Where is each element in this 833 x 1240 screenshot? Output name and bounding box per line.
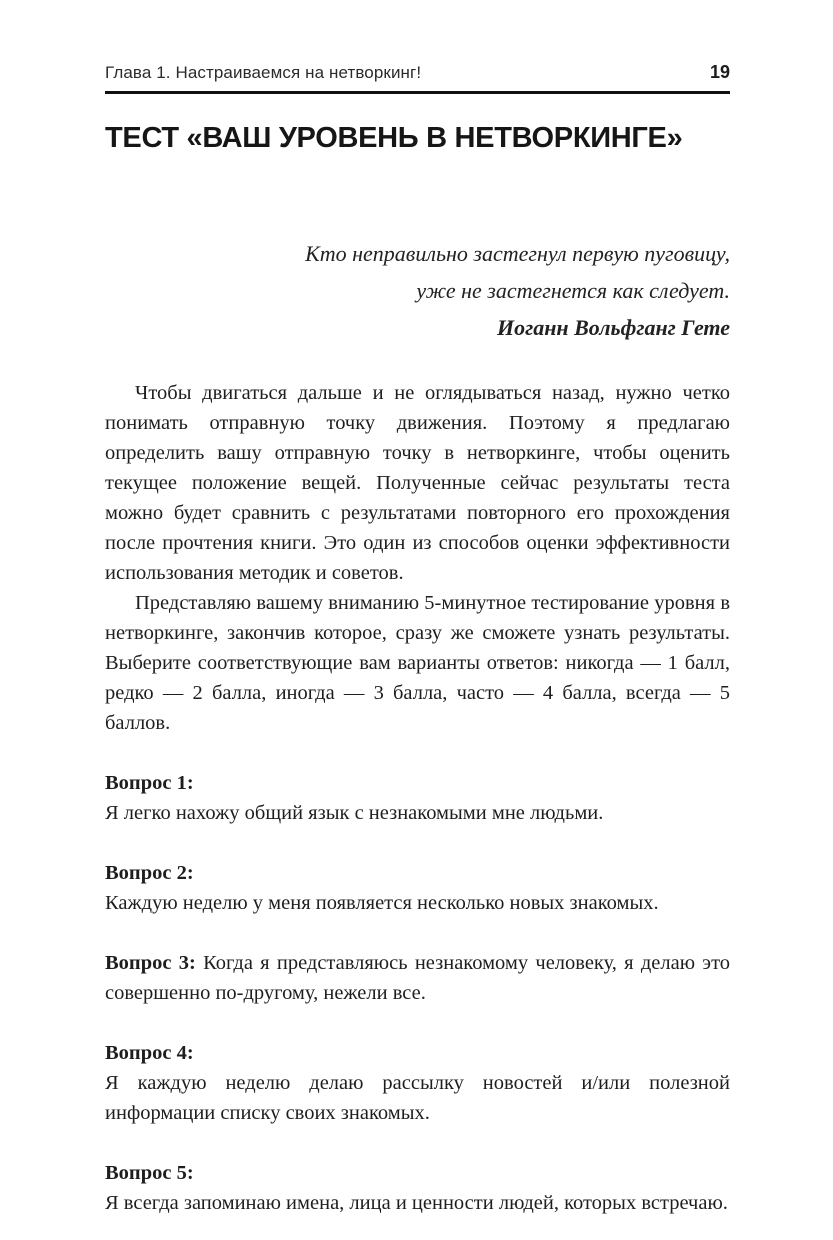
question-5 [105,1158,730,1218]
question-3 [105,948,730,1008]
question-1 [105,768,730,828]
question-label: Вопрос 5: [105,1162,194,1184]
epigraph [105,235,730,346]
page-title: ТЕСТ «ВАШ УРОВЕНЬ В НЕТВОРКИНГЕ» [105,122,683,154]
question-label: Вопрос 3: [105,952,196,974]
body-text [105,378,730,738]
question-4 [105,1038,730,1128]
paragraph: Чтобы двигаться дальше и не оглядываться назад, нужно четко понимать отправную точку движения. Поэтому я предлагаю определить вашу отправную точку в нетворкинге, чтобы оценить текущее положение вещей. Полученные сейчас результаты теста можно будет сравнить с результатами повторного его прохождения после прочтения книги. Это один из способов оценки эффективности использования методик и советов. [105,382,730,584]
question-text [105,948,730,1008]
question-label: Вопрос 4: [105,1042,194,1064]
question-text: Я легко нахожу общий язык с незнакомыми мне людьми. [105,802,604,824]
epigraph-line: уже не застегнется как следует. [416,278,730,303]
epigraph-line: Кто неправильно застегнул первую пуговицу, [305,241,730,266]
question-text: Я каждую неделю делаю рассылку новостей и/или полезной информации списку своих знакомых. [105,1072,730,1124]
question-label: Вопрос 1: [105,772,194,794]
chapter-header: Глава 1. Настраиваемся на нетворкинг! [105,63,422,82]
epigraph-author: Иоганн Вольфганг Гете [496,315,730,340]
question-label: Вопрос 2: [105,862,194,884]
question-inline-text: Когда я представляюсь незнакомому человеку, я делаю это совершенно по-другому, нежели все. [105,952,731,1004]
question-2 [105,858,730,918]
paragraph: Представляю вашему вниманию 5-минутное тестирование уровня в нетворкинге, закончив которое, сразу же сможете узнать результаты. Выберите соответствующие вам варианты ответов: никогда — 1 балл, редко — 2 балла, иногда — 3 балла, часто — 4 балла, всегда — 5 баллов. [105,592,730,734]
question-text: Я всегда запоминаю имена, лица и ценности людей, которых встречаю. [105,1192,728,1214]
question-text: Каждую неделю у меня появляется несколько новых знакомых. [105,892,659,914]
header-rule [105,91,730,94]
page-number: 19 [709,62,730,82]
running-head [105,62,730,83]
